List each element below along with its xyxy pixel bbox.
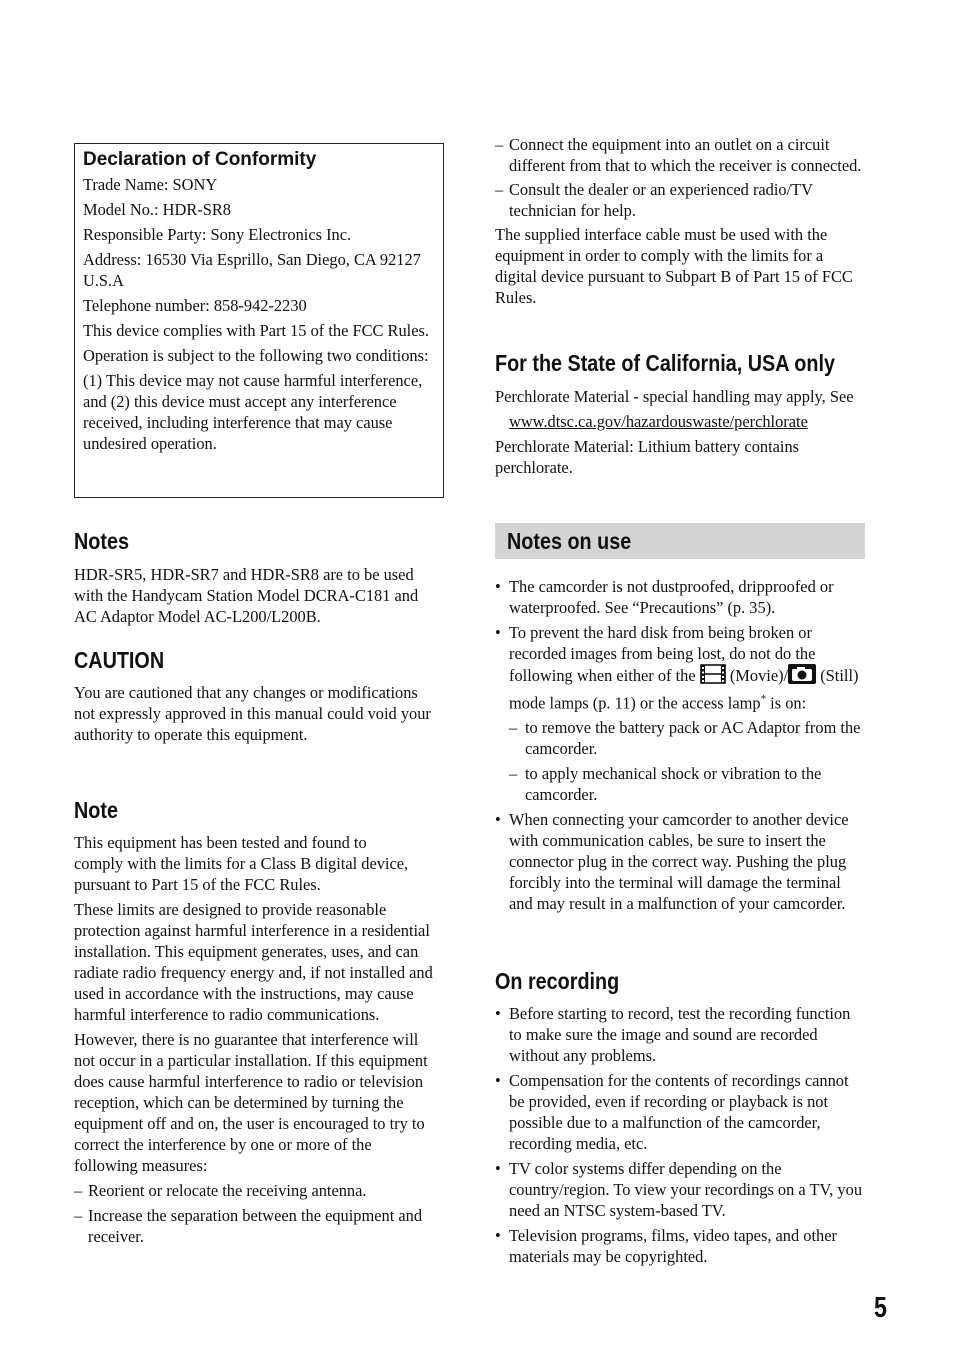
note-section (74, 832, 442, 1247)
list-item-text: When connecting your camcorder to another device with communication cables, be sure to insert the connector plug in the correct way. Pushing the plug forcibly into the terminal will damage the terminal and may result in a malfunction of your camcorder. (509, 810, 849, 914)
bullet: • (495, 1159, 501, 1178)
measure-item: – Increase the separation between the equipment and receiver. (74, 1205, 442, 1247)
bullet: • (495, 577, 501, 596)
perchlorate-url[interactable]: www.dtsc.ca.gov/hazardouswaste/perchlorate (509, 412, 808, 431)
measure-item: – Reorient or relocate the receiving antenna. (74, 1180, 442, 1201)
responsible-party: Responsible Party: Sony Electronics Inc. (83, 225, 352, 244)
note-paragraph-1: This equipment has been tested and found to comply with the limits for a Class B digital device, pursuant to Part 15 of the FCC Rules. (74, 833, 409, 894)
list-item-text: Television programs, films, video tapes, and other materials may be copyrighted. (509, 1226, 837, 1266)
fcc-compliance-text: This device complies with Part 15 of the FCC Rules. (83, 321, 429, 340)
caution-heading: CAUTION (74, 647, 165, 673)
list-item-text: To prevent the hard disk from being broken or recorded images from being lost, do not do the following when either of the (509, 623, 816, 685)
notes-section (74, 564, 434, 627)
list-item (495, 1003, 863, 1066)
sub-list-item: – to apply mechanical shock or vibration to the camcorder. (509, 764, 822, 805)
operation-conditions-text: Operation is subject to the following two conditions: (83, 346, 429, 365)
caution-text: You are cautioned that any changes or modifications not expressly approved in this manual could void your authority to operate this equipment. (74, 683, 431, 744)
perchlorate-text-1: Perchlorate Material - special handling may apply, See (495, 387, 854, 406)
list-item (495, 576, 863, 618)
measures-continued (495, 134, 863, 308)
list-item-text: TV color systems differ depending on the country/region. To view your recordings on a TV, you need an NTSC system-based TV. (509, 1159, 863, 1220)
perchlorate-text-2: Perchlorate Material: Lithium battery contains perchlorate. (495, 437, 800, 477)
note-heading: Note (74, 797, 118, 823)
list-item-text: is on: (766, 693, 807, 713)
sub-list-item-text: to apply mechanical shock or vibration to the camcorder. (525, 764, 822, 805)
list-item (495, 622, 863, 713)
notes-on-use-heading: Notes on use (507, 528, 632, 554)
conditions-text: (1) This device may not cause harmful interference, and (2) this device must accept any interference received, including interference that may cause undesired operation. (83, 371, 423, 453)
notes-text: HDR-SR5, HDR-SR7 and HDR-SR8 are to be used with the Handycam Station Model DCRA-C181 and AC Adaptor Model AC-L200/L200B. (74, 565, 419, 626)
declaration-of-conformity-box (74, 143, 444, 498)
list-item-text: (Movie)/ (729, 666, 789, 685)
telephone-number: Telephone number: 858-942-2230 (83, 296, 307, 315)
note-paragraph-2: These limits are designed to provide reasonable protection against harmful interference in a residential installation. This equipment generates, uses, and can radiate radio frequency energy and, if not installed and used in accordance with the instructions, may cause harmful interference to radio communications. (74, 900, 433, 1024)
bullet: • (495, 623, 501, 642)
bullet: • (495, 1226, 501, 1245)
page-number: 5 (874, 1292, 887, 1324)
address: Address: 16530 Via Esprillo, San Diego, CA 92127 U.S.A (83, 250, 421, 290)
model-number: Model No.: HDR-SR8 (83, 200, 231, 219)
asterisk: * (760, 693, 767, 705)
measure-item: – Connect the equipment into an outlet on a circuit different from that to which the receiver is connected. (495, 134, 863, 176)
bullet: • (495, 810, 501, 830)
notes-heading: Notes (74, 528, 129, 554)
on-recording-list (495, 1003, 863, 1271)
measure-item: – Consult the dealer or an experienced radio/TV technician for help. (495, 179, 863, 221)
notes-on-use-list (495, 576, 863, 918)
list-item (495, 1225, 863, 1267)
list-item-text: (Still) mode lamps (p. 11) or the access lamp (509, 666, 859, 713)
notes-on-use-banner (495, 523, 865, 559)
list-item (495, 809, 863, 914)
note-paragraph-3: However, there is no guarantee that interference will not occur in a particular installation. If this equipment does cause harmful interference to radio or television reception, which can be determined by turning the equipment off and on, the user is encouraged to try to correct the interference by one or more of the following measures: (74, 1030, 428, 1175)
camera-icon (788, 664, 816, 689)
california-section (495, 386, 855, 478)
on-recording-heading: On recording (495, 968, 620, 994)
list-item (495, 1158, 863, 1221)
declaration-title: Declaration of Conformity (83, 149, 317, 170)
bullet: • (495, 1071, 501, 1090)
bullet: • (495, 1004, 501, 1023)
list-item (495, 1070, 863, 1154)
list-item-text: Before starting to record, test the recording function to make sure the image and sound are recorded without any problems. (509, 1004, 851, 1065)
california-heading: For the State of California, USA only (495, 350, 835, 376)
sub-list-item: – to remove the battery pack or AC Adaptor from the camcorder. (509, 718, 861, 759)
caution-section (74, 682, 436, 745)
movie-film-icon (700, 664, 726, 689)
trade-name: Trade Name: SONY (83, 175, 218, 194)
list-item-text: The camcorder is not dustproofed, dripproofed or waterproofed. See “Precautions” (p. 35). (509, 577, 834, 617)
cable-text: The supplied interface cable must be used with the equipment in order to comply with the limits for a digital device pursuant to Subpart B of Part 15 of FCC Rules. (495, 225, 853, 307)
list-item-text: Compensation for the contents of recordings cannot be provided, even if recording or playback is not possible due to a malfunction of the camcorder, recording media, etc. (509, 1071, 849, 1153)
sub-list-item-text: to remove the battery pack or AC Adaptor from the camcorder. (525, 718, 861, 759)
